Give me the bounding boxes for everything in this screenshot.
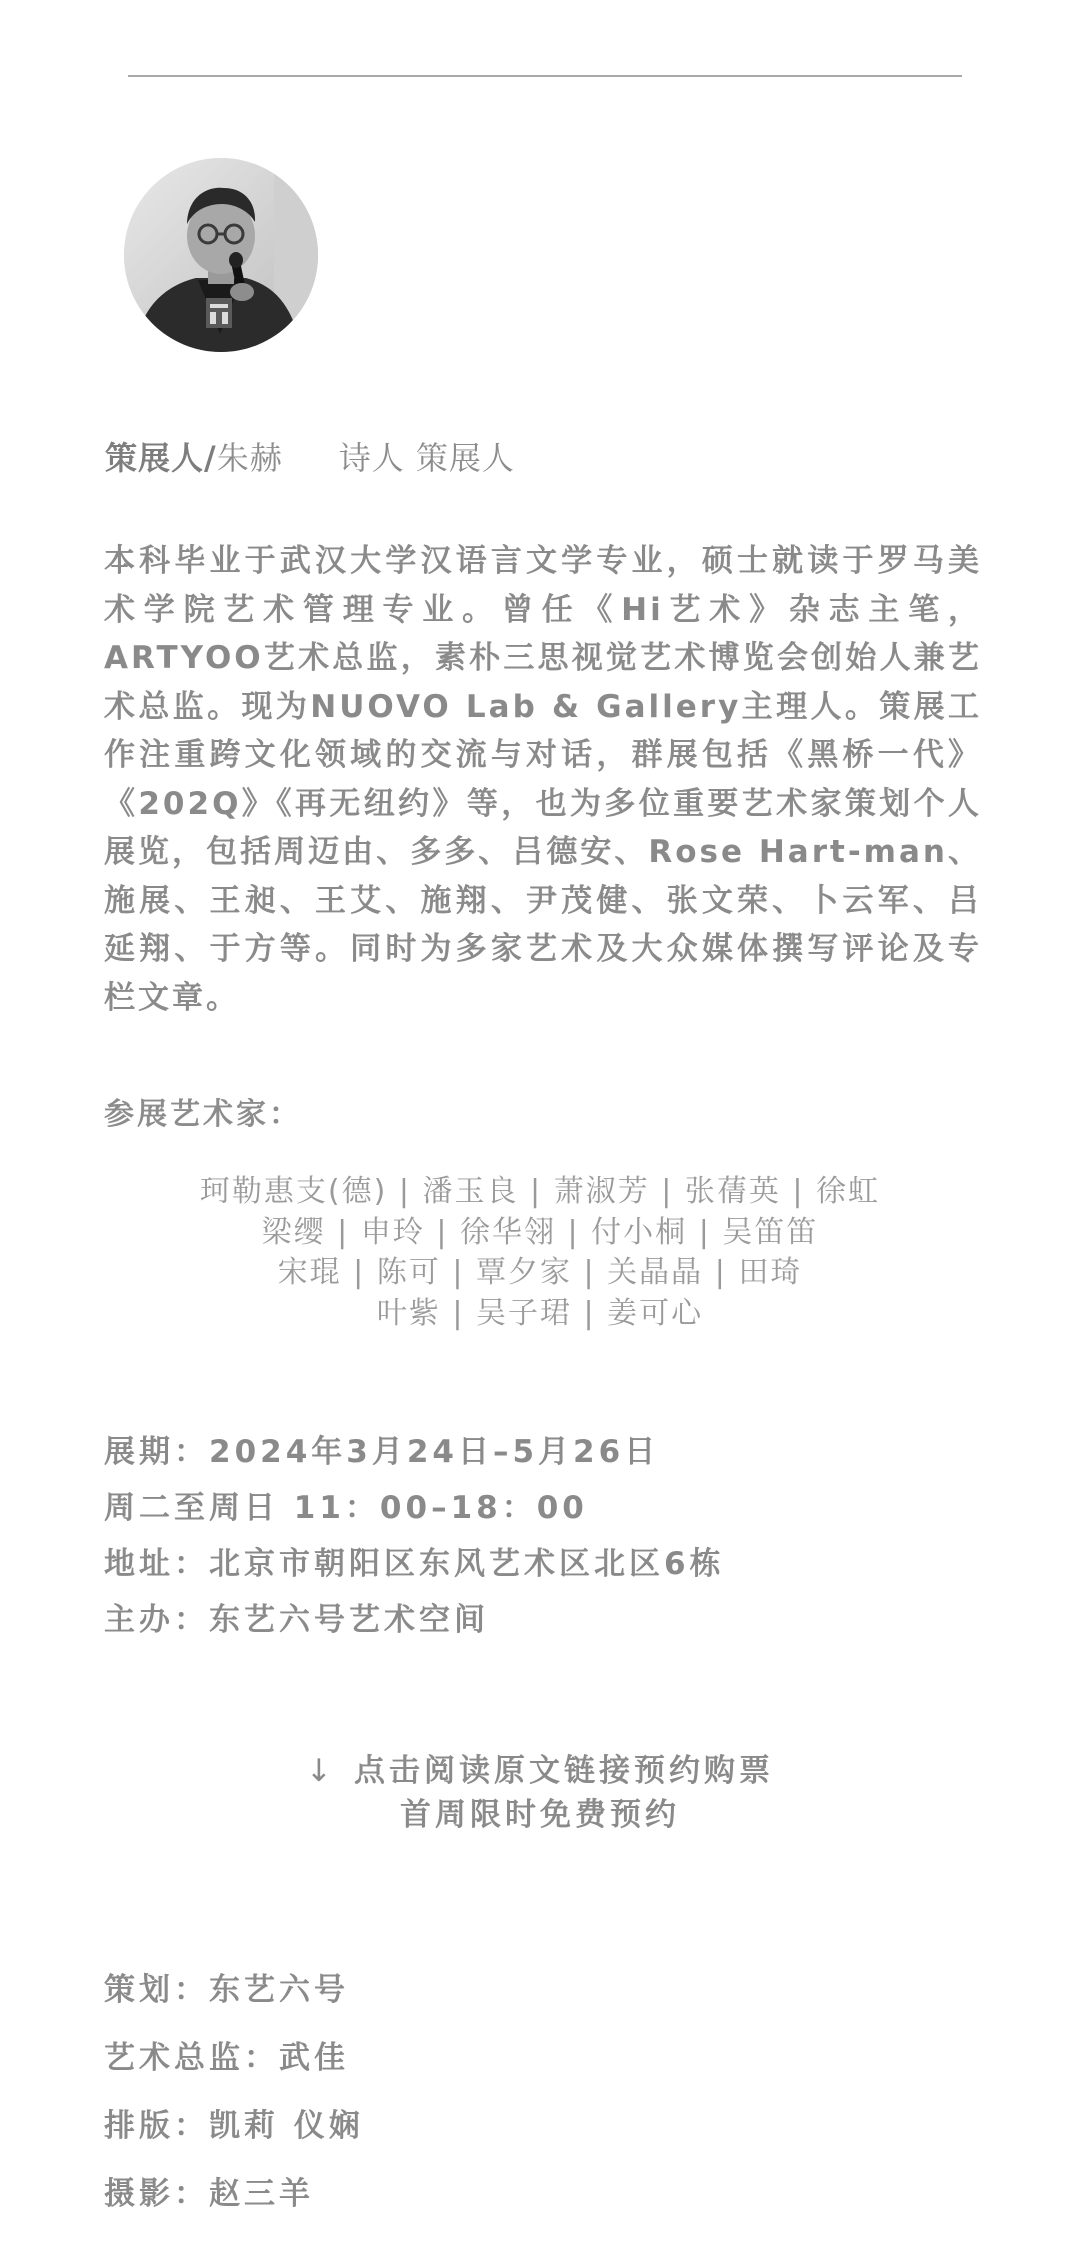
booking-cta-line1[interactable] xyxy=(0,1749,1080,1793)
artists-line: 叶紫 | 吴子珺 | 姜可心 xyxy=(376,1295,704,1331)
artists-line: 珂勒惠支(德) | 潘玉良 | 萧淑芳 | 张蒨英 | 徐虹 xyxy=(199,1174,881,1209)
arrow-down-icon: ↓ xyxy=(306,1753,336,1789)
artists-title: 参展艺术家： xyxy=(104,1097,302,1132)
curator-heading xyxy=(105,436,515,480)
artists-list xyxy=(60,1172,1020,1334)
exhibition-period: 展期：2024年3月24日–5月26日 xyxy=(104,1434,660,1470)
curator-role-label: 策展人 xyxy=(105,439,205,477)
artists-line: 宋琨 | 陈可 | 覃夕家 | 关晶晶 | 田琦 xyxy=(277,1255,803,1290)
exhibition-hours: 周二至周日 11：00–18：00 xyxy=(104,1490,588,1526)
booking-cta[interactable] xyxy=(0,1749,1080,1837)
curator-bio: 本科毕业于武汉大学汉语言文学专业，硕士就读于罗马美术学院艺术管理专业。曾任《Hi艺术》杂志主笔，ARTYOO艺术总监，素朴三思视觉艺术博览会创始人兼艺术总监。现为NUOVO Lab & Gallery主理人。策展工作注重跨文化领域的交流与对话，群展包括《黑桥一代》《202Q》《再无纽约》等，也为多位重要艺术家策划个人展览，包括周迈由、多多、吕德安、Rose Hart-man、施展、王昶、王艾、施翔、尹茂健、张文荣、卜云军、吕延翔、于方等。同时为多家艺术及大众媒体撰写评论及专栏文章。 xyxy=(104,543,982,1016)
curator-separator: / xyxy=(204,439,217,477)
credit-photography: 摄影：赵三羊 xyxy=(104,2176,314,2212)
credit-layout: 排版：凯莉 仪娴 xyxy=(104,2108,364,2144)
credit-planning: 策划：东艺六号 xyxy=(104,1972,349,2008)
top-divider xyxy=(128,75,962,77)
exhibition-info xyxy=(104,1424,725,1648)
booking-link-text[interactable]: 点击阅读原文链接预约购票 xyxy=(353,1753,774,1789)
curator-avatar xyxy=(124,158,318,352)
credit-art-director: 艺术总监：武佳 xyxy=(104,2040,349,2076)
exhibition-organizer: 主办：东艺六号艺术空间 xyxy=(104,1602,489,1638)
curator-portrait-icon xyxy=(124,158,318,352)
exhibition-address: 地址：北京市朝阳区东风艺术区北区6栋 xyxy=(104,1546,725,1582)
curator-titles: 诗人 策展人 xyxy=(338,439,515,477)
booking-cta-line2: 首周限时免费预约 xyxy=(400,1797,680,1833)
curator-name: 朱赫 xyxy=(216,439,283,477)
artists-line: 梁缨 | 申玲 | 徐华翎 | 付小桐 | 吴笛笛 xyxy=(261,1214,819,1250)
credits xyxy=(104,1956,364,2228)
